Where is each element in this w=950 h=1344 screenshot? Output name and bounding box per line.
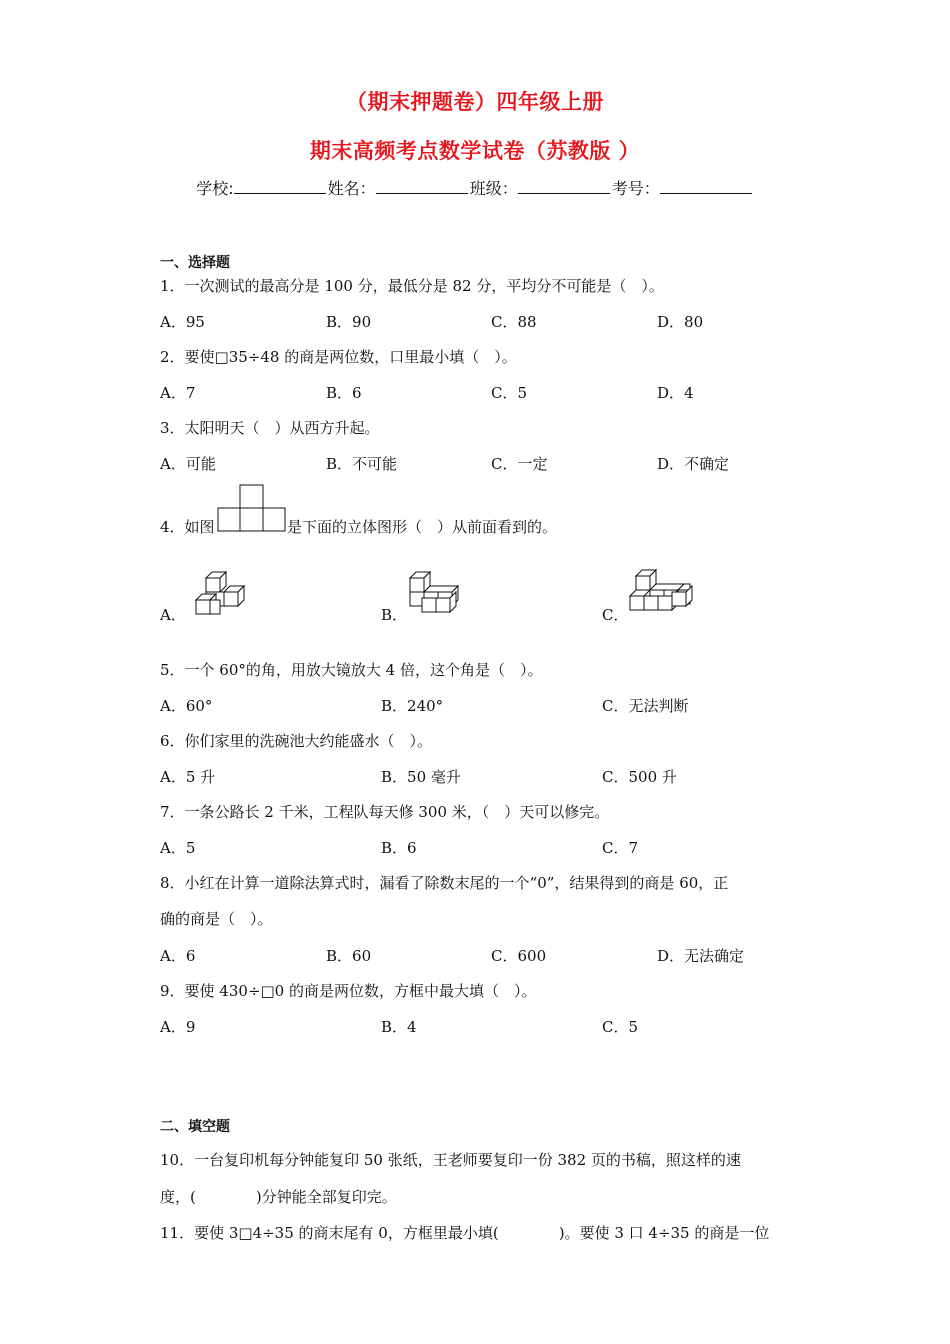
q8-option-b[interactable]: B．60 <box>326 947 372 965</box>
question-2: 2．要使□35÷48 的商是两位数，口里最小填（ ）。 <box>160 348 517 366</box>
q1-option-a[interactable]: A．95 <box>160 313 205 331</box>
q6-option-c[interactable]: C．500 升 <box>602 768 677 786</box>
q9-option-a[interactable]: A．9 <box>160 1018 196 1036</box>
question-6: 6．你们家里的洗碗池大约能盛水（ ）。 <box>160 732 433 750</box>
school-label: 学校: <box>196 179 234 198</box>
name-label: 姓名： <box>327 179 376 198</box>
q1-option-d[interactable]: D．80 <box>657 313 704 331</box>
q5-option-b[interactable]: B．240° <box>381 697 444 715</box>
q3-option-d[interactable]: D．不确定 <box>657 455 730 473</box>
question-8-line-2: 确的商是（ ）。 <box>160 910 273 928</box>
q8-option-c[interactable]: C．600 <box>491 947 547 965</box>
q6-option-a[interactable]: A．5 升 <box>160 768 216 786</box>
q4-option-c-cubes-figure[interactable] <box>626 568 696 620</box>
q3-option-c[interactable]: C．一定 <box>491 455 548 473</box>
school-blank[interactable] <box>234 179 326 194</box>
q3-option-a[interactable]: A．可能 <box>160 455 216 473</box>
question-9: 9．要使 430÷□0 的商是两位数，方框中最大填（ ）。 <box>160 982 537 1000</box>
question-3: 3．太阳明天（ ）从西方升起。 <box>160 419 380 437</box>
student-info-line <box>0 176 950 199</box>
q4-option-a-cubes-figure[interactable] <box>184 568 248 620</box>
q5-option-c[interactable]: C．无法判断 <box>602 697 689 715</box>
q2-option-d[interactable]: D．4 <box>657 384 694 402</box>
q7-option-a[interactable]: A．5 <box>160 839 196 857</box>
q5-option-a[interactable]: A．60° <box>160 697 213 715</box>
title-line-1: （期末押题卷）四年级上册 <box>346 90 604 114</box>
question-1: 1．一次测试的最高分是 100 分，最低分是 82 分，平均分不可能是（ ）。 <box>160 277 664 295</box>
title-line-2: 期末高频考点数学试卷（苏教版 ） <box>309 139 641 163</box>
q4-option-b[interactable]: B． <box>381 606 408 624</box>
q3-option-b[interactable]: B．不可能 <box>326 455 398 473</box>
q1-option-b[interactable]: B．90 <box>326 313 372 331</box>
q7-option-c[interactable]: C．7 <box>602 839 639 857</box>
question-5: 5．一个 60°的角，用放大镜放大 4 倍，这个角是（ ）。 <box>160 661 543 679</box>
question-10-line-2: 度，( )分钟能全部复印完。 <box>160 1188 397 1206</box>
question-7: 7．一条公路长 2 千米，工程队每天修 300 米，（ ）天可以修完。 <box>160 803 610 821</box>
class-label: 班级： <box>469 179 518 198</box>
q2-option-b[interactable]: B．6 <box>326 384 362 402</box>
question-4-prefix: 4．如图 <box>160 518 215 536</box>
q4-option-b-cubes-figure[interactable] <box>404 568 468 620</box>
q6-option-b[interactable]: B．50 毫升 <box>381 768 461 786</box>
q4-option-a[interactable]: A． <box>160 606 186 624</box>
q8-option-a[interactable]: A．6 <box>160 947 196 965</box>
q9-option-c[interactable]: C．5 <box>602 1018 639 1036</box>
section-heading: 一、选择题 <box>160 255 230 271</box>
name-blank[interactable] <box>376 179 468 194</box>
class-blank[interactable] <box>518 179 610 194</box>
number-blank[interactable] <box>660 179 752 194</box>
question-4-suffix: 是下面的立体图形（ ）从前面看到的。 <box>287 518 558 536</box>
q9-option-b[interactable]: B．4 <box>381 1018 417 1036</box>
q2-option-a[interactable]: A．7 <box>160 384 196 402</box>
front-view-figure <box>217 484 287 532</box>
question-11-line-1: 11．要使 3□4÷35 的商末尾有 0，方框里最小填( )。要使 3 口 4÷35 的商是一位 <box>160 1224 770 1242</box>
q2-option-c[interactable]: C．5 <box>491 384 528 402</box>
q1-option-c[interactable]: C．88 <box>491 313 537 331</box>
question-10-line-1: 10．一台复印机每分钟能复印 50 张纸，王老师要复印一份 382 页的书稿，照这样的速 <box>160 1151 741 1169</box>
q7-option-b[interactable]: B．6 <box>381 839 417 857</box>
q4-option-c[interactable]: C． <box>602 606 629 624</box>
section-heading: 二、填空题 <box>160 1119 230 1135</box>
question-8-line-1: 8．小红在计算一道除法算式时，漏看了除数末尾的一个“0”，结果得到的商是 60，正 <box>160 874 729 892</box>
number-label: 考号： <box>611 179 660 198</box>
q8-option-d[interactable]: D．无法确定 <box>657 947 745 965</box>
